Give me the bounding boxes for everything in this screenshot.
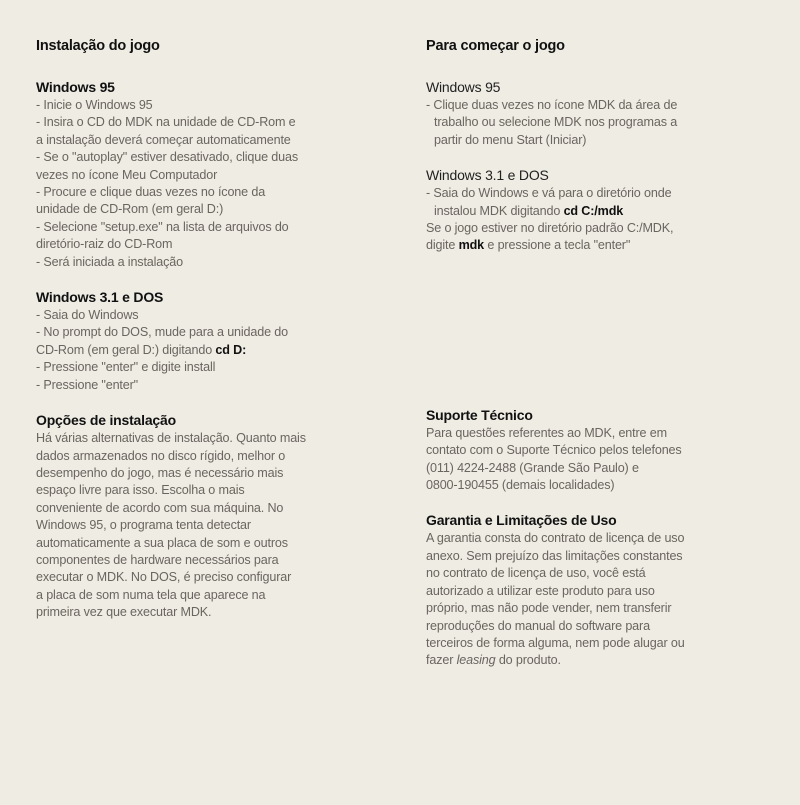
text-line: a placa de som numa tela que aparece na	[36, 587, 266, 602]
text-line	[36, 342, 386, 359]
text-line: próprio, mas não pode vender, nem transferir	[426, 601, 672, 616]
text-fragment: e pressione a tecla "enter"	[484, 238, 631, 253]
text-line: autorizado a utilizar este produto para uso	[426, 583, 655, 598]
text-line: 0800-190455 (demais localidades)	[426, 478, 615, 493]
text-line: - Saia do Windows	[36, 308, 139, 323]
text-line: automaticamente a sua placa de som e outros	[36, 535, 288, 550]
text-line: - Pressione "enter"	[36, 377, 138, 392]
start-win95-section	[426, 79, 766, 149]
text-line	[426, 203, 766, 220]
text-line: componentes de hardware necessários para	[36, 552, 279, 567]
text-line: anexo. Sem prejuízo das limitações constantes	[426, 548, 683, 563]
text-line: (011) 4224-2488 (Grande São Paulo) e	[426, 460, 639, 475]
text-line: Para questões referentes ao MDK, entre em	[426, 425, 667, 440]
install-title: Instalação do jogo	[36, 38, 160, 54]
text-line: - Será iniciada a instalação	[36, 254, 184, 269]
text-line: - Procure e clique duas vezes no ícone da	[36, 185, 266, 200]
text-line: - Insira o CD do MDK na unidade de CD-Rom e	[36, 115, 296, 130]
start-win31-section	[426, 167, 766, 255]
support-section	[426, 407, 766, 495]
warranty-heading: Garantia e Limitações de Uso	[426, 512, 617, 529]
start-win95-heading: Windows 95	[426, 79, 501, 95]
text-fragment: do produto.	[495, 653, 561, 668]
start-win31-heading: Windows 3.1 e DOS	[426, 167, 549, 184]
text-line: conveniente de acordo com sua máquina. No	[36, 500, 284, 515]
install-options-heading: Opções de instalação	[36, 412, 176, 429]
dos-command: cd C:/mdk	[563, 203, 624, 218]
text-line	[426, 237, 766, 254]
text-line: - Clique duas vezes no ícone MDK da área de	[426, 98, 678, 112]
left-column	[36, 38, 386, 640]
text-fragment: fazer	[426, 653, 457, 668]
dos-command: cd D:	[215, 342, 247, 357]
text-line: unidade de CD-Rom (em geral D:)	[36, 202, 224, 217]
install-win31-section	[36, 289, 386, 394]
install-options-section	[36, 412, 386, 621]
text-line: Se o jogo estiver no diretório padrão C:/MDK,	[426, 221, 674, 236]
text-fragment: instalou MDK digitando	[434, 203, 564, 218]
text-line: - Pressione "enter" e digite install	[36, 360, 216, 375]
text-line: no contrato de licença de uso, você está	[426, 566, 646, 581]
text-line: primeira vez que executar MDK.	[36, 605, 212, 620]
text-fragment: digite	[426, 238, 459, 253]
dos-command: mdk	[458, 238, 485, 253]
text-line: - Inicie o Windows 95	[36, 98, 153, 112]
text-line: - Se o "autoplay" estiver desativado, clique duas	[36, 150, 299, 165]
text-line: vezes no ícone Meu Computador	[36, 167, 218, 182]
text-line: contato com o Suporte Técnico pelos telefones	[426, 443, 682, 458]
text-line	[426, 652, 766, 669]
install-win95-heading: Windows 95	[36, 79, 115, 95]
text-line: A garantia consta do contrato de licença de uso	[426, 531, 685, 546]
text-line: desempenho do jogo, mas é necessário mais	[36, 465, 284, 480]
text-line: Há várias alternativas de instalação. Quanto mais	[36, 431, 306, 446]
text-line: - Selecione "setup.exe" na lista de arquivos do	[36, 219, 289, 234]
text-line: trabalho ou selecione MDK nos programas a	[434, 115, 678, 130]
warranty-section	[426, 512, 766, 669]
text-fragment: CD-Rom (em geral D:) digitando	[36, 342, 216, 357]
text-line: dados armazenados no disco rígido, melhor o	[36, 448, 286, 463]
text-line: espaço livre para isso. Escolha o mais	[36, 483, 245, 498]
text-line: - Saia do Windows e vá para o diretório onde	[426, 186, 672, 201]
text-line: diretório-raiz do CD-Rom	[36, 237, 173, 252]
text-line: a instalação deverá começar automaticamente	[36, 132, 291, 147]
emphasis-text: leasing	[456, 653, 496, 668]
text-line: reproduções do manual do software para	[426, 618, 650, 633]
start-title: Para começar o jogo	[426, 38, 565, 54]
text-line: - No prompt do DOS, mude para a unidade do	[36, 325, 289, 340]
text-line: executar o MDK. No DOS, é preciso configurar	[36, 570, 292, 585]
support-heading: Suporte Técnico	[426, 406, 533, 423]
text-line: Windows 95, o programa tenta detectar	[36, 518, 251, 533]
text-line: terceiros de forma alguma, nem pode alugar ou	[426, 635, 685, 650]
spacer	[426, 273, 766, 407]
right-column	[426, 38, 766, 688]
install-win95-section	[36, 79, 386, 271]
install-win31-heading: Windows 3.1 e DOS	[36, 289, 164, 306]
text-line: partir do menu Start (Iniciar)	[434, 132, 587, 147]
